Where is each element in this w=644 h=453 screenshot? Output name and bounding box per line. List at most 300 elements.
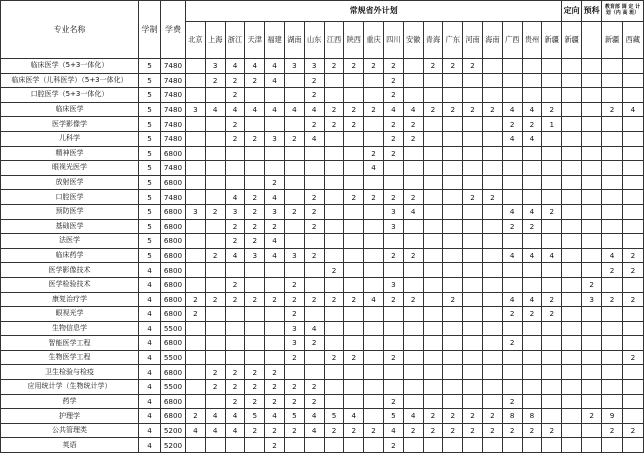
quota-cell <box>622 336 643 351</box>
quota-cell <box>502 161 522 176</box>
quota-cell: 2 <box>622 423 643 438</box>
quota-cell <box>403 438 423 453</box>
quota-cell <box>522 365 542 380</box>
quota-cell <box>383 161 403 176</box>
quota-cell <box>265 350 285 365</box>
quota-cell: 2 <box>284 131 304 146</box>
quota-cell: 3 <box>265 204 285 219</box>
quota-cell <box>542 190 562 205</box>
quota-cell <box>344 307 364 322</box>
quota-cell <box>403 321 423 336</box>
quota-cell: 2 <box>383 438 403 453</box>
quota-cell: 2 <box>522 423 542 438</box>
quota-cell <box>304 365 324 380</box>
quota-cell: 4 <box>344 409 364 424</box>
quota-cell <box>344 161 364 176</box>
quota-cell: 2 <box>284 394 304 409</box>
quota-cell <box>205 321 225 336</box>
quota-cell <box>423 394 443 409</box>
quota-cell <box>562 394 582 409</box>
quota-cell <box>542 59 562 74</box>
quota-cell <box>403 88 423 103</box>
quota-cell: 2 <box>225 73 245 88</box>
quota-cell <box>622 307 643 322</box>
quota-cell <box>344 146 364 161</box>
quota-cell <box>423 161 443 176</box>
quota-cell <box>423 175 443 190</box>
years-cell: 4 <box>139 277 161 292</box>
quota-cell <box>562 190 582 205</box>
quota-cell <box>443 350 463 365</box>
quota-cell <box>225 307 245 322</box>
province-header: 安徽 <box>403 22 423 59</box>
quota-cell <box>344 234 364 249</box>
quota-cell <box>245 117 265 132</box>
quota-cell <box>602 190 623 205</box>
major-name-cell: 生物信息学 <box>1 321 139 336</box>
quota-cell: 2 <box>304 248 324 263</box>
quota-cell <box>542 380 562 395</box>
quota-cell: 4 <box>502 102 522 117</box>
quota-cell <box>186 161 206 176</box>
quota-cell: 8 <box>502 409 522 424</box>
quota-cell <box>542 350 562 365</box>
table-row <box>1 292 644 307</box>
quota-cell <box>522 190 542 205</box>
table-row <box>1 175 644 190</box>
years-cell: 4 <box>139 321 161 336</box>
quota-cell <box>423 307 443 322</box>
quota-cell <box>383 234 403 249</box>
quota-cell <box>324 161 344 176</box>
quota-cell <box>383 307 403 322</box>
quota-cell <box>423 277 443 292</box>
quota-cell <box>602 277 623 292</box>
major-name-cell: 眼视光医学 <box>1 161 139 176</box>
quota-cell: 2 <box>463 190 483 205</box>
fee-cell: 6800 <box>161 292 186 307</box>
quota-cell: 2 <box>383 394 403 409</box>
fee-cell: 6800 <box>161 234 186 249</box>
major-name-cell: 基础医学 <box>1 219 139 234</box>
quota-cell <box>463 321 483 336</box>
quota-cell: 2 <box>265 394 285 409</box>
quota-cell <box>463 350 483 365</box>
quota-cell: 2 <box>284 307 304 322</box>
quota-cell <box>562 277 582 292</box>
quota-cell <box>443 146 463 161</box>
quota-cell: 2 <box>364 423 384 438</box>
quota-cell <box>324 248 344 263</box>
fee-cell: 6800 <box>161 146 186 161</box>
quota-cell <box>344 204 364 219</box>
quota-cell <box>602 350 623 365</box>
quota-cell <box>423 131 443 146</box>
quota-cell <box>622 380 643 395</box>
quota-cell <box>622 146 643 161</box>
quota-cell <box>443 248 463 263</box>
quota-cell <box>542 263 562 278</box>
quota-cell: 2 <box>403 248 423 263</box>
quota-cell: 4 <box>522 248 542 263</box>
major-name-cell: 应用统计学（生物统计学） <box>1 380 139 395</box>
fee-cell: 6800 <box>161 248 186 263</box>
quota-cell: 2 <box>383 131 403 146</box>
quota-cell <box>324 438 344 453</box>
quota-cell: 2 <box>324 263 344 278</box>
major-name-cell: 临床医学（儿科医学）（5+3一体化） <box>1 73 139 88</box>
quota-cell <box>403 263 423 278</box>
quota-cell <box>482 438 502 453</box>
quota-cell: 4 <box>383 102 403 117</box>
quota-cell <box>482 88 502 103</box>
quota-cell: 4 <box>622 102 643 117</box>
quota-cell <box>225 350 245 365</box>
quota-cell: 2 <box>245 365 265 380</box>
quota-cell <box>582 175 602 190</box>
quota-cell: 4 <box>186 423 206 438</box>
quota-cell: 2 <box>265 423 285 438</box>
quota-cell <box>562 204 582 219</box>
quota-cell <box>522 234 542 249</box>
quota-cell <box>562 146 582 161</box>
quota-cell: 4 <box>225 190 245 205</box>
quota-cell: 4 <box>304 423 324 438</box>
quota-cell: 2 <box>186 292 206 307</box>
quota-cell: 2 <box>304 219 324 234</box>
quota-cell <box>562 423 582 438</box>
quota-cell: 2 <box>622 292 643 307</box>
quota-cell <box>205 161 225 176</box>
quota-cell: 8 <box>522 409 542 424</box>
quota-cell <box>245 161 265 176</box>
quota-cell <box>443 190 463 205</box>
quota-cell: 2 <box>383 248 403 263</box>
quota-cell <box>304 307 324 322</box>
quota-cell <box>265 321 285 336</box>
quota-cell <box>522 88 542 103</box>
quota-cell: 2 <box>304 394 324 409</box>
years-cell: 4 <box>139 380 161 395</box>
quota-cell <box>463 438 483 453</box>
quota-cell: 4 <box>403 102 423 117</box>
quota-cell <box>443 131 463 146</box>
quota-cell <box>344 438 364 453</box>
province-header: 广东 <box>443 22 463 59</box>
quota-cell <box>502 146 522 161</box>
quota-cell <box>186 117 206 132</box>
quota-cell <box>482 350 502 365</box>
major-name-cell: 精神医学 <box>1 146 139 161</box>
quota-cell <box>562 88 582 103</box>
years-cell: 5 <box>139 102 161 117</box>
quota-cell: 2 <box>265 175 285 190</box>
quota-cell <box>423 73 443 88</box>
quota-cell: 2 <box>225 234 245 249</box>
quota-cell <box>542 219 562 234</box>
quota-cell: 3 <box>205 59 225 74</box>
quota-cell: 2 <box>265 380 285 395</box>
quota-cell <box>383 365 403 380</box>
quota-cell <box>403 277 423 292</box>
quota-cell <box>443 394 463 409</box>
quota-cell <box>542 161 562 176</box>
quota-cell: 2 <box>324 350 344 365</box>
quota-cell <box>582 234 602 249</box>
quota-cell: 2 <box>502 307 522 322</box>
quota-cell <box>602 219 623 234</box>
quota-cell: 2 <box>522 307 542 322</box>
quota-cell: 1 <box>542 117 562 132</box>
quota-cell <box>542 277 562 292</box>
quota-cell: 2 <box>284 350 304 365</box>
quota-cell <box>324 204 344 219</box>
quota-cell <box>284 438 304 453</box>
quota-cell: 2 <box>582 409 602 424</box>
years-cell: 5 <box>139 117 161 132</box>
quota-cell <box>423 88 443 103</box>
quota-cell <box>482 117 502 132</box>
quota-cell: 2 <box>324 292 344 307</box>
quota-cell: 2 <box>205 292 225 307</box>
province-header: 新疆 <box>562 22 582 59</box>
quota-cell <box>186 146 206 161</box>
quota-cell <box>602 307 623 322</box>
quota-cell <box>324 88 344 103</box>
quota-cell <box>186 365 206 380</box>
major-name-cell: 预防医学 <box>1 204 139 219</box>
quota-cell <box>582 146 602 161</box>
province-header: 海南 <box>482 22 502 59</box>
quota-cell <box>622 88 643 103</box>
quota-cell <box>482 277 502 292</box>
quota-cell: 4 <box>304 321 324 336</box>
quota-cell: 4 <box>502 292 522 307</box>
quota-cell <box>602 88 623 103</box>
quota-cell <box>245 336 265 351</box>
quota-cell <box>324 234 344 249</box>
quota-cell <box>284 146 304 161</box>
quota-cell <box>482 234 502 249</box>
years-cell: 5 <box>139 146 161 161</box>
fee-cell: 6800 <box>161 175 186 190</box>
quota-cell <box>324 321 344 336</box>
quota-cell <box>403 380 423 395</box>
quota-cell: 2 <box>304 380 324 395</box>
quota-cell: 4 <box>403 409 423 424</box>
quota-cell: 2 <box>482 190 502 205</box>
table-row <box>1 88 644 103</box>
fee-cell: 7480 <box>161 161 186 176</box>
quota-cell <box>522 161 542 176</box>
quota-cell: 4 <box>364 292 384 307</box>
quota-cell <box>344 263 364 278</box>
province-header: 四川 <box>383 22 403 59</box>
quota-cell <box>344 380 364 395</box>
quota-cell <box>403 234 423 249</box>
fee-cell: 6800 <box>161 409 186 424</box>
quota-cell: 2 <box>542 204 562 219</box>
quota-cell: 4 <box>522 204 542 219</box>
quota-cell <box>463 204 483 219</box>
quota-cell <box>364 394 384 409</box>
quota-cell <box>324 365 344 380</box>
quota-cell <box>582 102 602 117</box>
province-header: 青海 <box>423 22 443 59</box>
quota-cell: 2 <box>364 59 384 74</box>
fee-cell: 6800 <box>161 365 186 380</box>
province-header: 山东 <box>304 22 324 59</box>
quota-cell <box>344 277 364 292</box>
fee-cell: 7480 <box>161 88 186 103</box>
quota-cell <box>542 365 562 380</box>
major-name-cell: 临床医学（5+3一体化） <box>1 59 139 74</box>
quota-cell <box>542 234 562 249</box>
quota-cell: 2 <box>383 146 403 161</box>
quota-cell: 4 <box>205 102 225 117</box>
quota-cell <box>482 321 502 336</box>
quota-cell <box>582 263 602 278</box>
quota-cell <box>522 175 542 190</box>
quota-cell <box>186 350 206 365</box>
quota-cell: 2 <box>225 131 245 146</box>
quota-cell: 2 <box>403 117 423 132</box>
table-row <box>1 234 644 249</box>
fee-cell: 5500 <box>161 350 186 365</box>
quota-cell <box>463 365 483 380</box>
quota-cell <box>344 175 364 190</box>
quota-cell: 2 <box>225 117 245 132</box>
major-name-cell: 药学 <box>1 394 139 409</box>
quota-cell: 2 <box>205 365 225 380</box>
table-row <box>1 146 644 161</box>
quota-cell: 2 <box>186 307 206 322</box>
quota-cell <box>542 438 562 453</box>
quota-cell: 2 <box>245 204 265 219</box>
fee-cell: 7480 <box>161 190 186 205</box>
quota-cell <box>562 380 582 395</box>
quota-cell <box>482 365 502 380</box>
quota-cell <box>463 146 483 161</box>
quota-cell <box>582 204 602 219</box>
quota-cell <box>364 350 384 365</box>
quota-cell <box>622 175 643 190</box>
quota-cell: 2 <box>225 88 245 103</box>
quota-cell: 2 <box>522 117 542 132</box>
years-cell: 5 <box>139 234 161 249</box>
table-row <box>1 263 644 278</box>
quota-cell: 4 <box>265 234 285 249</box>
quota-cell: 4 <box>284 102 304 117</box>
quota-cell <box>582 336 602 351</box>
province-header: 河南 <box>463 22 483 59</box>
quota-cell <box>463 277 483 292</box>
quota-cell: 3 <box>304 59 324 74</box>
quota-cell <box>622 161 643 176</box>
quota-cell <box>502 438 522 453</box>
quota-cell: 4 <box>304 131 324 146</box>
quota-cell <box>463 73 483 88</box>
quota-cell <box>463 336 483 351</box>
quota-cell <box>205 175 225 190</box>
quota-cell <box>622 365 643 380</box>
years-cell: 5 <box>139 88 161 103</box>
quota-cell <box>403 175 423 190</box>
table-row <box>1 336 644 351</box>
quota-cell: 4 <box>304 102 324 117</box>
quota-cell <box>304 146 324 161</box>
quota-cell: 2 <box>502 423 522 438</box>
quota-cell <box>205 350 225 365</box>
quota-cell <box>245 175 265 190</box>
quota-cell: 2 <box>403 423 423 438</box>
quota-cell <box>423 219 443 234</box>
quota-cell <box>502 234 522 249</box>
quota-cell <box>463 248 483 263</box>
quota-cell <box>482 307 502 322</box>
quota-cell: 2 <box>245 380 265 395</box>
quota-cell <box>383 336 403 351</box>
quota-cell <box>522 394 542 409</box>
quota-cell <box>245 350 265 365</box>
quota-cell <box>562 73 582 88</box>
quota-cell <box>245 321 265 336</box>
quota-cell <box>324 336 344 351</box>
quota-cell <box>423 190 443 205</box>
quota-cell <box>403 73 423 88</box>
quota-cell: 2 <box>403 131 423 146</box>
table-row <box>1 409 644 424</box>
major-name-cell: 口腔医学 <box>1 190 139 205</box>
quota-cell: 9 <box>602 409 623 424</box>
quota-cell <box>284 117 304 132</box>
quota-cell <box>562 219 582 234</box>
quota-cell <box>364 263 384 278</box>
major-name-cell: 临床药学 <box>1 248 139 263</box>
quota-cell <box>562 102 582 117</box>
quota-cell <box>304 161 324 176</box>
quota-cell: 2 <box>245 73 265 88</box>
quota-cell <box>186 234 206 249</box>
quota-cell: 2 <box>284 292 304 307</box>
table-row <box>1 380 644 395</box>
quota-cell <box>225 263 245 278</box>
table-row <box>1 394 644 409</box>
quota-cell: 2 <box>344 423 364 438</box>
fee-cell: 5500 <box>161 380 186 395</box>
quota-cell <box>542 336 562 351</box>
quota-cell <box>364 438 384 453</box>
quota-cell: 2 <box>364 190 384 205</box>
quota-cell: 2 <box>245 234 265 249</box>
fee-cell: 6800 <box>161 307 186 322</box>
fee-cell: 5200 <box>161 423 186 438</box>
quota-cell <box>284 263 304 278</box>
quota-cell <box>186 336 206 351</box>
fee-cell: 7480 <box>161 73 186 88</box>
quota-cell: 2 <box>284 380 304 395</box>
quota-cell: 4 <box>205 409 225 424</box>
quota-cell <box>582 161 602 176</box>
quota-cell: 4 <box>522 292 542 307</box>
quota-cell <box>482 131 502 146</box>
years-cell: 5 <box>139 73 161 88</box>
quota-cell <box>562 248 582 263</box>
quota-cell <box>562 175 582 190</box>
quota-cell: 3 <box>186 204 206 219</box>
quota-cell <box>364 73 384 88</box>
quota-cell: 4 <box>265 59 285 74</box>
